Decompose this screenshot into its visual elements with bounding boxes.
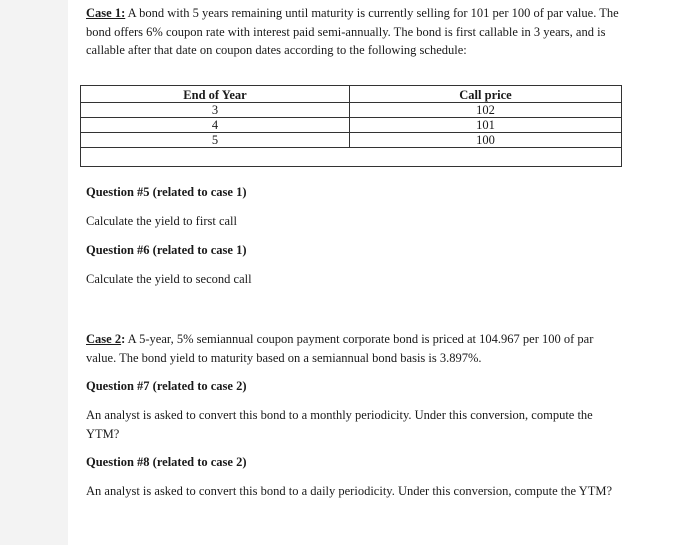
question8-title: Question #8 (related to case 2) — [86, 455, 247, 469]
header-call-price: Call price — [350, 86, 622, 103]
question6-title: Question #6 (related to case 1) — [86, 243, 247, 257]
cell-price: 101 — [350, 118, 622, 133]
case1-text: A bond with 5 years remaining until maturity is currently selling for 101 per 100 of par value. The bond offers 6% coupon rate with interest paid semi-annually. The bond is first callable in 3 years, and is callable after that date on coupon dates according to the following schedule: — [86, 6, 619, 57]
table-row — [81, 133, 622, 148]
empty-cell — [81, 148, 622, 167]
case2-paragraph — [86, 330, 622, 367]
case2-colon: : — [121, 332, 126, 346]
case1-label: Case 1: — [86, 6, 126, 20]
header-end-of-year: End of Year — [81, 86, 350, 103]
document-content — [86, 4, 622, 498]
question8-text: An analyst is asked to convert this bond to a daily periodicity. Under this conversion, compute the YTM? — [86, 484, 613, 498]
table-row — [81, 103, 622, 118]
question5-text: Calculate the yield to first call — [86, 214, 237, 228]
table-empty-row — [81, 148, 622, 167]
question7-title: Question #7 (related to case 2) — [86, 379, 247, 393]
question5-title: Question #5 (related to case 1) — [86, 185, 247, 199]
cell-year: 5 — [81, 133, 350, 148]
question6-text: Calculate the yield to second call — [86, 272, 252, 286]
cell-year: 3 — [81, 103, 350, 118]
document-page — [68, 0, 700, 545]
cell-price: 100 — [350, 133, 622, 148]
case2-text: A 5-year, 5% semiannual coupon payment corporate bond is priced at 104.967 per 100 of par value. The bond yield to maturity based on a semiannual bond basis is 3.897%. — [86, 332, 594, 365]
cell-price: 102 — [350, 103, 622, 118]
table-header-row — [81, 86, 622, 103]
table-row — [81, 118, 622, 133]
call-schedule-table — [80, 85, 622, 167]
cell-year: 4 — [81, 118, 350, 133]
case2-label: Case 2 — [86, 332, 122, 346]
question7-text: An analyst is asked to convert this bond to a monthly periodicity. Under this conversion, compute the YTM? — [86, 408, 593, 441]
case1-paragraph — [86, 4, 622, 60]
